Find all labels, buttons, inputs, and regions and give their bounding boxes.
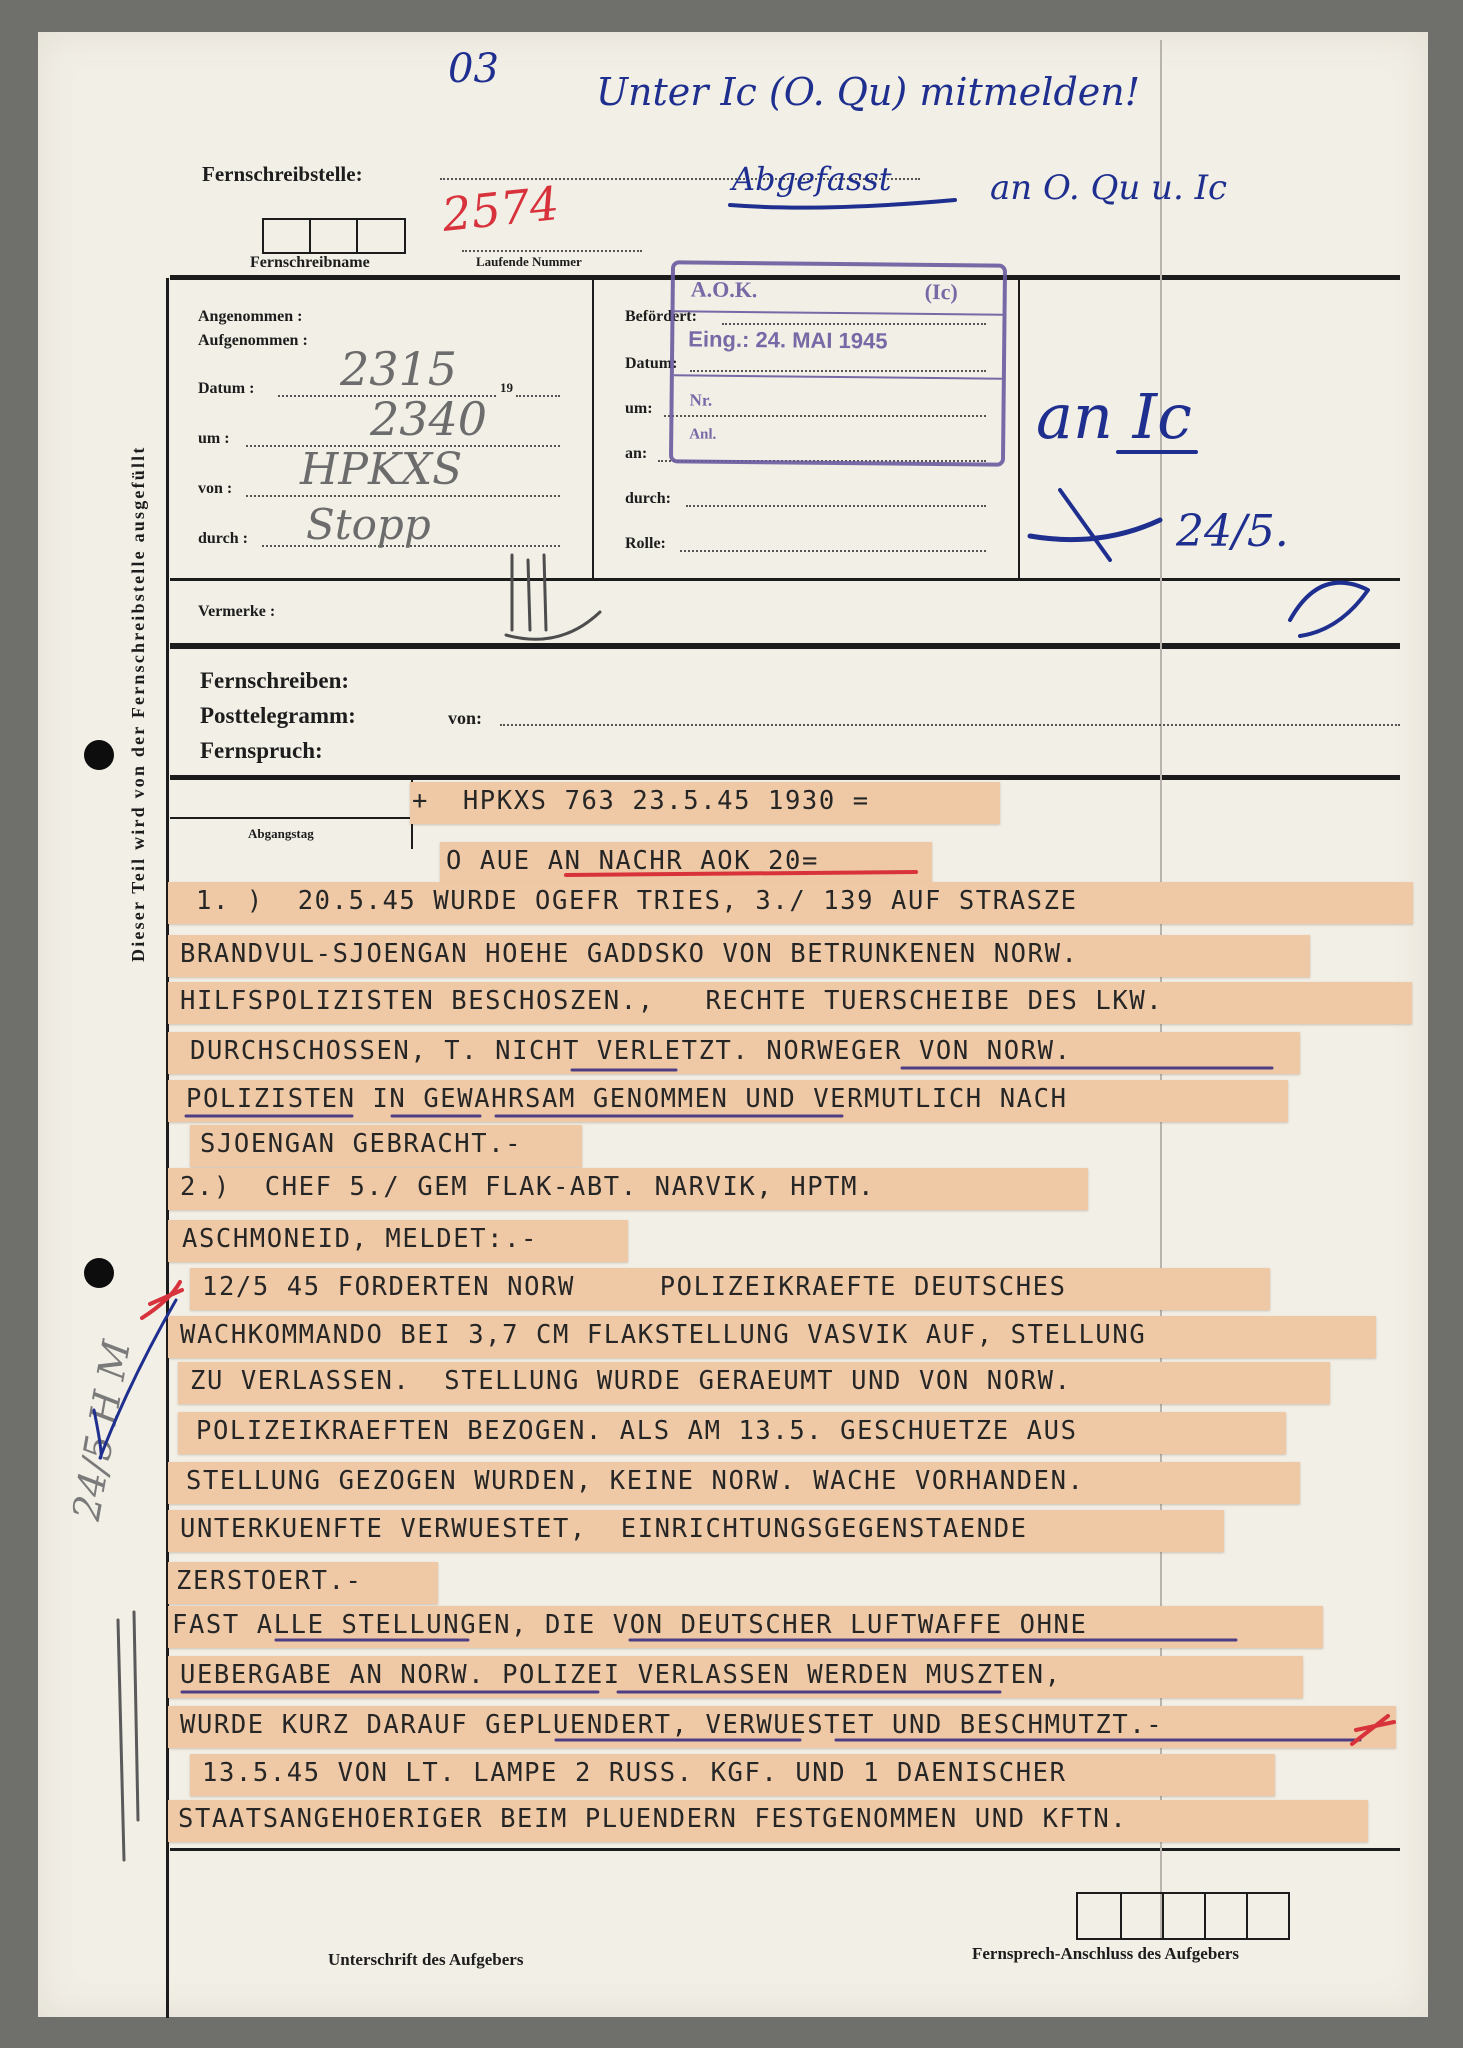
- teletype-line: POLIZEIKRAEFTEN BEZOGEN. ALS AM 13.5. GESCHUETZE AUS: [196, 1416, 1078, 1446]
- hand-top-note: Unter Ic (O. Qu) mitmelden!: [596, 70, 1141, 114]
- laufende-nummer-label: Laufende Nummer: [476, 254, 582, 269]
- hand-durch-value: Stopp: [306, 500, 431, 549]
- hand-top-code: 03: [448, 46, 499, 92]
- punch-hole-top: [84, 740, 114, 770]
- fernspruch-label: Fernspruch:: [200, 738, 323, 763]
- teletype-line: SJOENGAN GEBRACHT.-: [200, 1129, 523, 1159]
- types-von-line: [500, 724, 1400, 726]
- year-line: [516, 395, 560, 397]
- teletype-line: ZERSTOERT.-: [176, 1566, 363, 1596]
- mid-um-label: um:: [625, 400, 653, 417]
- hand-abgefasst: Abgefasst: [732, 160, 892, 198]
- phone-number-box: [1076, 1892, 1290, 1940]
- laufende-nummer-line: [462, 250, 642, 252]
- mid-datum-label: Datum:: [625, 355, 678, 372]
- vermerke-label: Vermerke :: [198, 603, 276, 620]
- teletype-line: WACHKOMMANDO BEI 3,7 CM FLAKSTELLUNG VASVIK AUF, STELLUNG: [180, 1320, 1147, 1350]
- types-von-label: von:: [448, 708, 483, 728]
- hand-date-note: 24/5.: [1176, 506, 1289, 557]
- teletype-line: FAST ALLE STELLUNGEN, DIE VON DEUTSCHER LUFTWAFFE OHNE: [172, 1610, 1088, 1640]
- hand-datum-value: 2315: [340, 342, 458, 396]
- teletype-line: ZU VERLASSEN. STELLUNG WURDE GERAEUMT UND VON NORW.: [190, 1366, 1072, 1396]
- teletype-line: + HPKXS 763 23.5.45 1930 =: [412, 786, 870, 816]
- fernschreibname-box: [262, 218, 406, 254]
- teletype-line: O AUE AN NACHR AOK 20=: [446, 846, 819, 876]
- mid-durch-line: [686, 505, 986, 507]
- hand-right-note: an O. Qu u. Ic: [990, 168, 1228, 208]
- mid-durch-label: durch:: [625, 490, 671, 507]
- hand-ic-note: an Ic: [1036, 380, 1192, 453]
- teletype-line: 1. ) 20.5.45 WURDE OGEFR TRIES, 3./ 139 AUF STRASZE: [196, 886, 1078, 916]
- teletype-line: 13.5.45 VON LT. LAMPE 2 RUSS. KGF. UND 1 DAENISCHER: [202, 1758, 1067, 1788]
- rolle-label: Rolle:: [625, 535, 666, 552]
- teletype-line: 12/5 45 FORDERTEN NORW POLIZEIKRAEFTE DEUTSCHES: [202, 1272, 1067, 1302]
- punch-hole-bottom: [84, 1258, 114, 1288]
- fernschreibstelle-label: Fernschreibstelle:: [202, 162, 363, 186]
- unterschrift-label: Unterschrift des Aufgebers: [328, 1950, 524, 1969]
- um-label: um :: [198, 430, 230, 447]
- posttelegramm-label: Posttelegramm:: [200, 703, 356, 728]
- hand-um-value: 2340: [370, 392, 488, 446]
- teletype-line: HILFSPOLIZISTEN BESCHOSZEN., RECHTE TUERSCHEIBE DES LKW.: [180, 986, 1164, 1016]
- rule-abgang-h: [170, 817, 412, 819]
- teletype-line: WURDE KURZ DARAUF GEPLUENDERT, VERWUESTET UND BESCHMUTZT.-: [180, 1710, 1164, 1740]
- rule-bottom: [170, 1848, 1400, 1851]
- hand-margin-note: 24/5 H M: [64, 1337, 139, 1524]
- hand-von-value: HPKXS: [300, 444, 463, 495]
- rule-vermerke: [170, 578, 1400, 581]
- stamp-date: Eing.: 24. MAI 1945: [688, 326, 888, 354]
- abgangstag-label: Abgangstag: [248, 826, 314, 841]
- hand-number: 2574: [439, 176, 562, 242]
- befordert-label: Befördert:: [625, 308, 697, 325]
- fernschreiben-label: Fernschreiben:: [200, 668, 350, 693]
- teletype-line: STAATSANGEHOERIGER BEIM PLUENDERN FESTGENOMMEN UND KFTN.: [178, 1804, 1128, 1834]
- sidebar-vertical-text: Dieser Teil wird von der Fernschreibstelle ausgefüllt: [128, 445, 148, 962]
- rolle-line: [680, 550, 986, 552]
- teletype-line: UNTERKUENFTE VERWUESTET, EINRICHTUNGSGEGENSTAENDE: [180, 1514, 1028, 1544]
- rule-col-1: [592, 278, 594, 580]
- teletype-line: ASCHMONEID, MELDET:.-: [182, 1224, 538, 1254]
- stamp-anl: Anl.: [689, 426, 717, 443]
- aufgenommen-label: Aufgenommen :: [198, 332, 308, 349]
- receipt-stamp: [669, 260, 1007, 467]
- durch-label: durch :: [198, 530, 248, 547]
- an-label: an:: [625, 445, 648, 462]
- teletype-line: STELLUNG GEZOGEN WURDEN, KEINE NORW. WACHE VORHANDEN.: [186, 1466, 1085, 1496]
- year-prefix: 19: [500, 380, 513, 395]
- datum-label: Datum :: [198, 380, 255, 397]
- stamp-code: (Ic): [924, 278, 958, 305]
- rule-thick-1: [170, 643, 1400, 649]
- teletype-line: POLIZISTEN IN GEWAHRSAM GENOMMEN UND VERMUTLICH NACH: [186, 1084, 1068, 1114]
- rule-col-2: [1018, 278, 1020, 580]
- angenommen-label: Angenommen :: [198, 308, 303, 325]
- teletype-line: UEBERGABE AN NORW. POLIZEI VERLASSEN WERDEN MUSZTEN,: [180, 1660, 1062, 1690]
- fernschreibname-label: Fernschreibname: [250, 254, 370, 271]
- rule-left-vertical: [166, 278, 169, 2018]
- stamp-aok: A.O.K.: [690, 276, 758, 303]
- von-line: [246, 495, 560, 497]
- teletype-line: BRANDVUL-SJOENGAN HOEHE GADDSKO VON BETRUNKENEN NORW.: [180, 939, 1079, 969]
- von-label: von :: [198, 480, 233, 497]
- stamp-nr: Nr.: [689, 390, 713, 410]
- rule-thick-2: [170, 775, 1400, 780]
- fernsprech-label: Fernsprech-Anschluss des Aufgebers: [972, 1944, 1239, 1963]
- teletype-line: DURCHSCHOSSEN, T. NICHT VERLETZT. NORWEGER VON NORW.: [190, 1036, 1072, 1066]
- teletype-line: 2.) CHEF 5./ GEM FLAK-ABT. NARVIK, HPTM.: [180, 1172, 876, 1202]
